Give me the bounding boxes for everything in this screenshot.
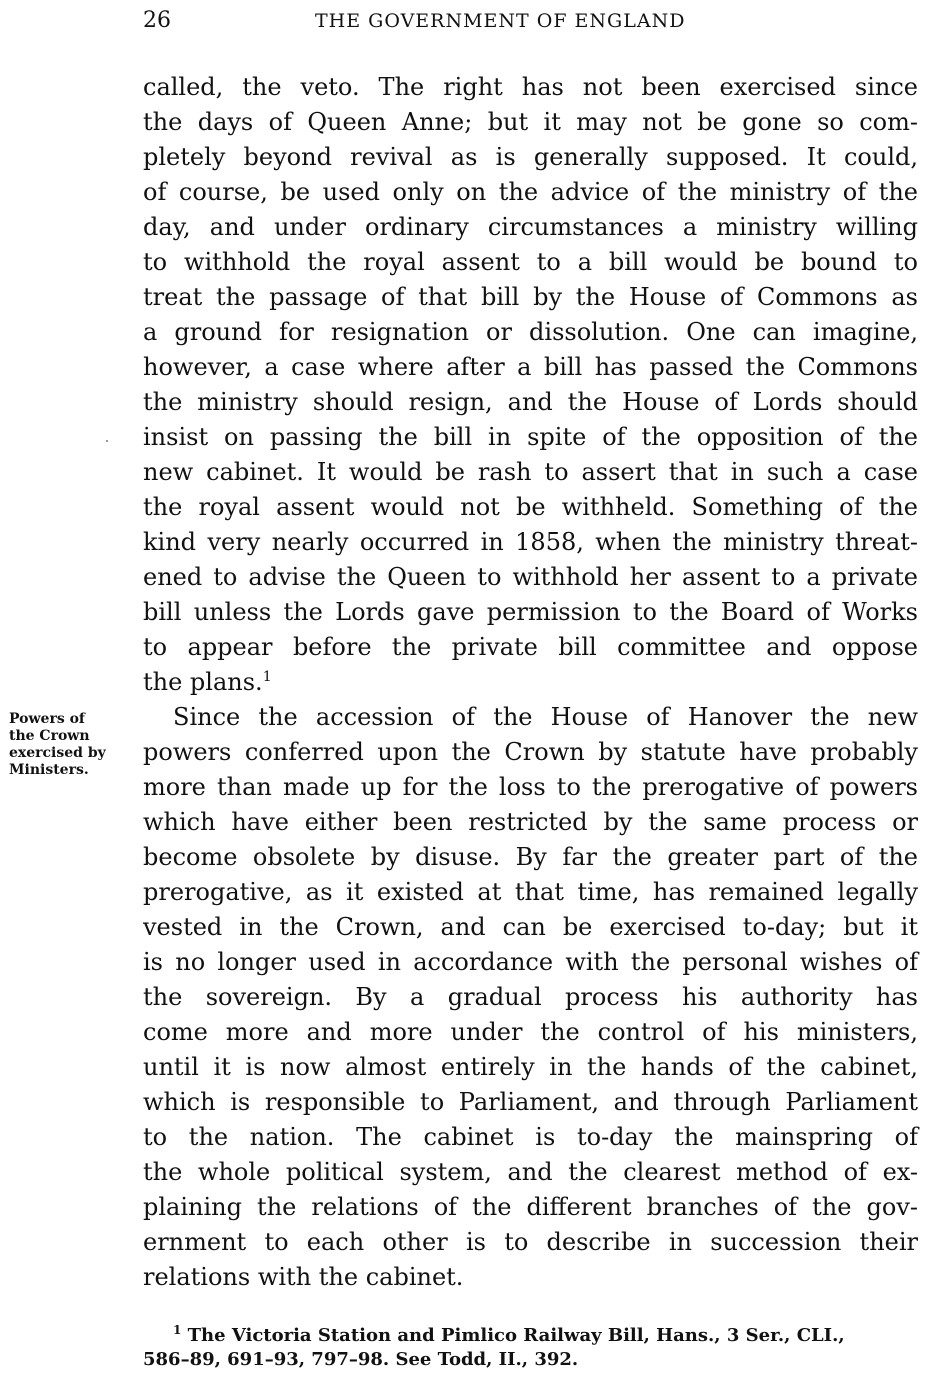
page-header [143,6,918,36]
text-line: powers conferred upon the Crown by statute have probably [143,738,918,766]
text-line: bill unless the Lords gave permission to the Board of Works [143,598,918,626]
text-line: called, the veto. The right has not been exercised since [143,73,918,101]
text-line: the ministry should resign, and the House of Lords should [143,388,918,416]
footnote-line: 586–89, 691–93, 797–98. See Todd, II., 392. [143,1349,579,1370]
text-line: a ground for resignation or dissolution. One can imagine, [143,318,918,346]
margin-note-line: the Crown [9,728,90,744]
margin-note-line: Ministers. [9,762,89,778]
text-line: prerogative, as it existed at that time, has remained legally [143,878,918,906]
footnote-marker: 1 [173,1323,182,1337]
footnote-reference: 1 [262,669,272,685]
margin-note [9,711,134,779]
margin-note-line: exercised by [9,745,106,761]
text-line: which have either been restricted by the same process or [143,808,918,836]
text-line: is no longer used in accordance with the personal wishes of [143,948,918,976]
text-line: until it is now almost entirely in the hands of the cabinet, [143,1053,918,1081]
paragraph-end-line [143,665,918,700]
text-line: the whole political system, and the clearest method of ex- [143,1158,918,1186]
text-line: plaining the relations of the different branches of the gov- [143,1193,918,1221]
text-line: come more and more under the control of his ministers, [143,1018,918,1046]
text-line: insist on passing the bill in spite of the opposition of the [143,423,918,451]
text-line: day, and under ordinary circumstances a ministry willing [143,213,918,241]
text-line: to the nation. The cabinet is to-day the mainspring of [143,1123,918,1151]
footnote-text: The Victoria Station and Pimlico Railway Bill, Hans., 3 Ser., CLI., [187,1325,845,1346]
text-line: which is responsible to Parliament, and through Parliament [143,1088,918,1116]
body-text [143,70,918,1295]
text-line: relations with the cabinet. [143,1263,464,1291]
text-line: to withhold the royal assent to a bill would be bound to [143,248,918,276]
text-line-content: the plans. [143,668,263,696]
footnote-line [143,1318,918,1348]
text-line: Since the accession of the House of Hanover the new [173,703,918,731]
text-line: become obsolete by disuse. By far the greater part of the [143,843,918,871]
text-line: treat the passage of that bill by the House of Commons as [143,283,918,311]
text-line: kind very nearly occurred in 1858, when the ministry threat- [143,528,918,556]
text-line: more than made up for the loss to the prerogative of powers [143,773,918,801]
text-line: the days of Queen Anne; but it may not be gone so com- [143,108,918,136]
text-line: however, a case where after a bill has passed the Commons [143,353,918,381]
text-line: of course, be used only on the advice of the ministry of the [143,178,918,206]
text-line: the sovereign. By a gradual process his authority has [143,983,918,1011]
text-line: vested in the Crown, and can be exercised to-day; but it [143,913,918,941]
text-line: the royal assent would not be withheld. Something of the [143,493,918,521]
text-line: ened to advise the Queen to withhold her assent to a private [143,563,918,591]
text-line: pletely beyond revival as is generally supposed. It could, [143,143,918,171]
text-line: new cabinet. It would be rash to assert that in such a case [143,458,918,486]
running-title: THE GOVERNMENT OF ENGLAND [315,10,686,32]
margin-note-line: Powers of [9,711,85,727]
page-number: 26 [143,8,171,33]
scan-speck [106,440,108,442]
footnote [143,1318,918,1372]
text-line: to appear before the private bill committee and oppose [143,633,918,661]
text-line: ernment to each other is to describe in succession their [143,1228,918,1256]
